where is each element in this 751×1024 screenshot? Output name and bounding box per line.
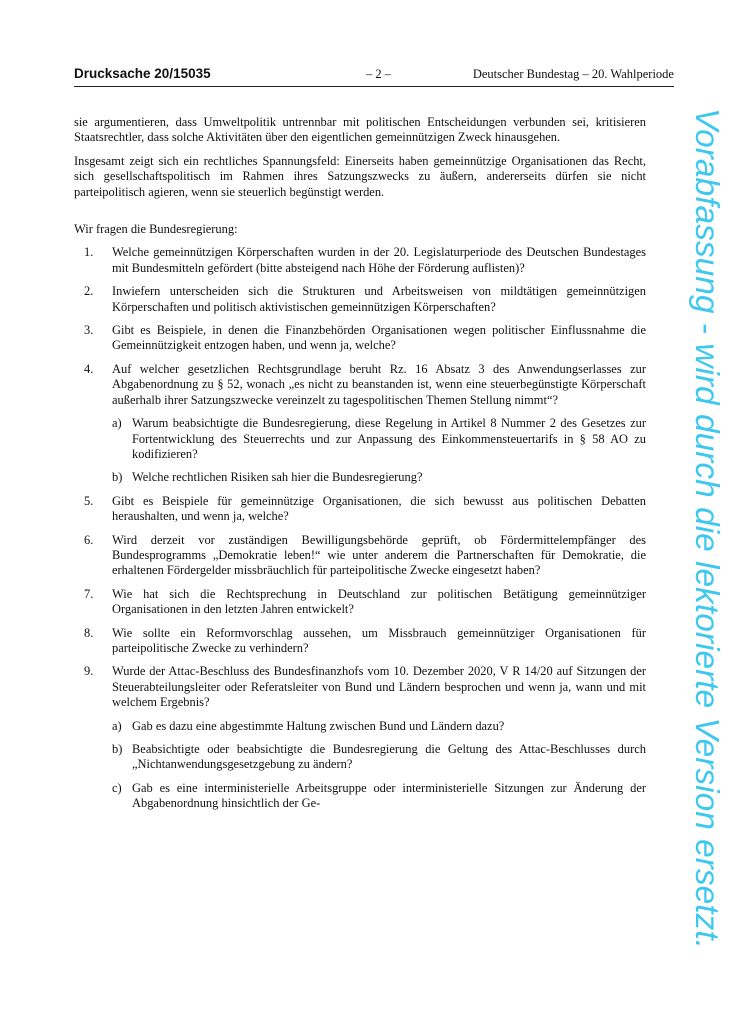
page-number: – 2 – (366, 67, 391, 81)
question-number: 9. (84, 664, 94, 679)
sub-question-item (112, 719, 646, 734)
question-number: 3. (84, 323, 94, 338)
question-number: 7. (84, 586, 94, 601)
document-body (74, 115, 646, 812)
question-text: Welche gemeinnützigen Körperschaften wurden in der 20. Legislaturperiode des Deutschen Bundestages mit Bundesmitteln gefördert (bitte absteigend nach Höhe der Förderung auflisten)? (112, 245, 646, 275)
sub-question-text: Beabsichtigte oder beabsichtigte die Bundesregierung die Geltung des Attac-Beschlusses durch „Nichtanwendungsgesetzgebung zu ändern? (132, 742, 646, 772)
question-number: 5. (84, 493, 94, 508)
sub-question-letter: a) (112, 718, 122, 733)
sub-question-item (112, 470, 646, 485)
question-text: Wie sollte ein Reformvorschlag aussehen, um Missbrauch gemeinnütziger Organisationen für parteipolitische Zwecke zu verhindern? (112, 625, 646, 655)
draft-watermark: Vorabfassung - wird durch die lektorierte Version ersetzt. (688, 108, 725, 949)
sub-question-letter: c) (112, 780, 122, 795)
sub-question-text: Gab es eine interministerielle Arbeitsgruppe oder interministerielle Sitzungen zur Änderung der Abgabenordnung hinsichtlich der Ge- (132, 780, 646, 811)
question-list (74, 245, 646, 811)
question-item (74, 533, 646, 579)
question-number: 8. (84, 625, 94, 640)
sub-question-letter: b) (112, 742, 123, 756)
bundestag-period: Deutscher Bundestag – 20. Wahlperiode (472, 67, 674, 81)
question-text: Wie hat sich die Rechtsprechung in Deutschland zur politischen Betätigung gemeinnütziger Organisationen in den letzten Jahren entwickelt? (112, 586, 646, 617)
intro-paragraph-1: sie argumentieren, dass Umweltpolitik untrennbar mit politischen Entscheidungen verbunden sei, kritisieren Staatsrechtler, dass solche Aktivitäten über den eigentlichen gemeinnützigen Zweck hinausgehen. (74, 115, 646, 145)
intro-paragraph-2: Insgesamt zeigt sich ein rechtliches Spannungsfeld: Einerseits haben gemeinnützige Organisationen das Recht, sich gesellschaftspolitisch im Rahmen ihres Satzungszwecks zu äußern, andererseits dürfen sie nicht parteipolitisch agieren, wenn sie steuerlich begünstigt werden. (74, 153, 646, 199)
question-item (74, 362, 646, 486)
question-item (74, 245, 646, 276)
question-text: Gibt es Beispiele, in denen die Finanzbehörden Organisationen wegen politischer Einflussnahme die Gemeinnützigkeit entzogen haben, und wenn ja, welche? (112, 323, 646, 353)
question-item (74, 626, 646, 657)
page-header (74, 64, 674, 87)
question-text: Wird derzeit vor zuständigen Bewilligungsbehörde geprüft, ob Fördermittelempfänger des Bundesprogramms „Demokratie leben!“ wie unter anderem die Partnerschaften für Demokratie, die erhaltenen Fördergelder missbräuchlich für parteipolitische Zwecke eingesetzt haben? (112, 532, 646, 578)
sub-question-letter: a) (112, 416, 122, 431)
question-number: 6. (84, 532, 94, 547)
question-text: Gibt es Beispiele für gemeinnützige Organisationen, die sich bewusst aus politischen Debatten heraushalten, und wenn ja, welche? (112, 493, 646, 524)
sub-question-item (112, 416, 646, 462)
question-item (74, 284, 646, 315)
sub-question-letter: b) (112, 470, 123, 485)
sub-question-text: Warum beabsichtigte die Bundesregierung, diese Regelung in Artikel 8 Nummer 2 des Gesetzes zur Fortentwicklung des Steuerrechts und zur Anpassung des Einkommensteuertarifs in § 58 AO zu kodifizieren? (132, 416, 646, 461)
question-number: 4. (84, 361, 94, 376)
question-number: 1. (84, 245, 94, 260)
question-text: Inwiefern unterscheiden sich die Strukturen und Arbeitsweisen von mildtätigen gemeinnützigen Körperschaften und politisch aktivistischen gemeinnützigen Körperschaften? (112, 284, 646, 314)
sub-question-text: Gab es dazu eine abgestimmte Haltung zwischen Bund und Ländern dazu? (132, 718, 505, 733)
sub-question-item (112, 742, 646, 773)
question-item (74, 587, 646, 618)
question-text: Auf welcher gesetzlichen Rechtsgrundlage beruht Rz. 16 Absatz 3 des Anwendungserlasses zur Abgabenordnung zu § 52, wonach „es nicht zu beanstanden ist, wenn eine steuerbegünstigte Körperschaft außerhalb ihrer Satzungszwecke vereinzelt zu tagespolitischen Themen Stellung nimmt“? (112, 361, 646, 407)
question-item (74, 494, 646, 525)
intro-paragraph-3: Wir fragen die Bundesregierung: (74, 222, 238, 237)
question-text: Wurde der Attac-Beschluss des Bundesfinanzhofs vom 10. Dezember 2020, V R 14/20 auf Sitzungen der Steuerabteilungsleiter oder Referatsleiter von Bund und Ländern besprochen und wenn ja, wann und mit welchem Ergebnis? (112, 664, 646, 710)
question-number: 2. (84, 284, 94, 299)
question-item (74, 664, 646, 811)
sub-question-text: Welche rechtlichen Risiken sah hier die Bundesregierung? (132, 470, 423, 485)
drucksache-number: Drucksache 20/15035 (74, 66, 211, 81)
sub-question-item (112, 781, 646, 812)
question-item (74, 323, 646, 354)
